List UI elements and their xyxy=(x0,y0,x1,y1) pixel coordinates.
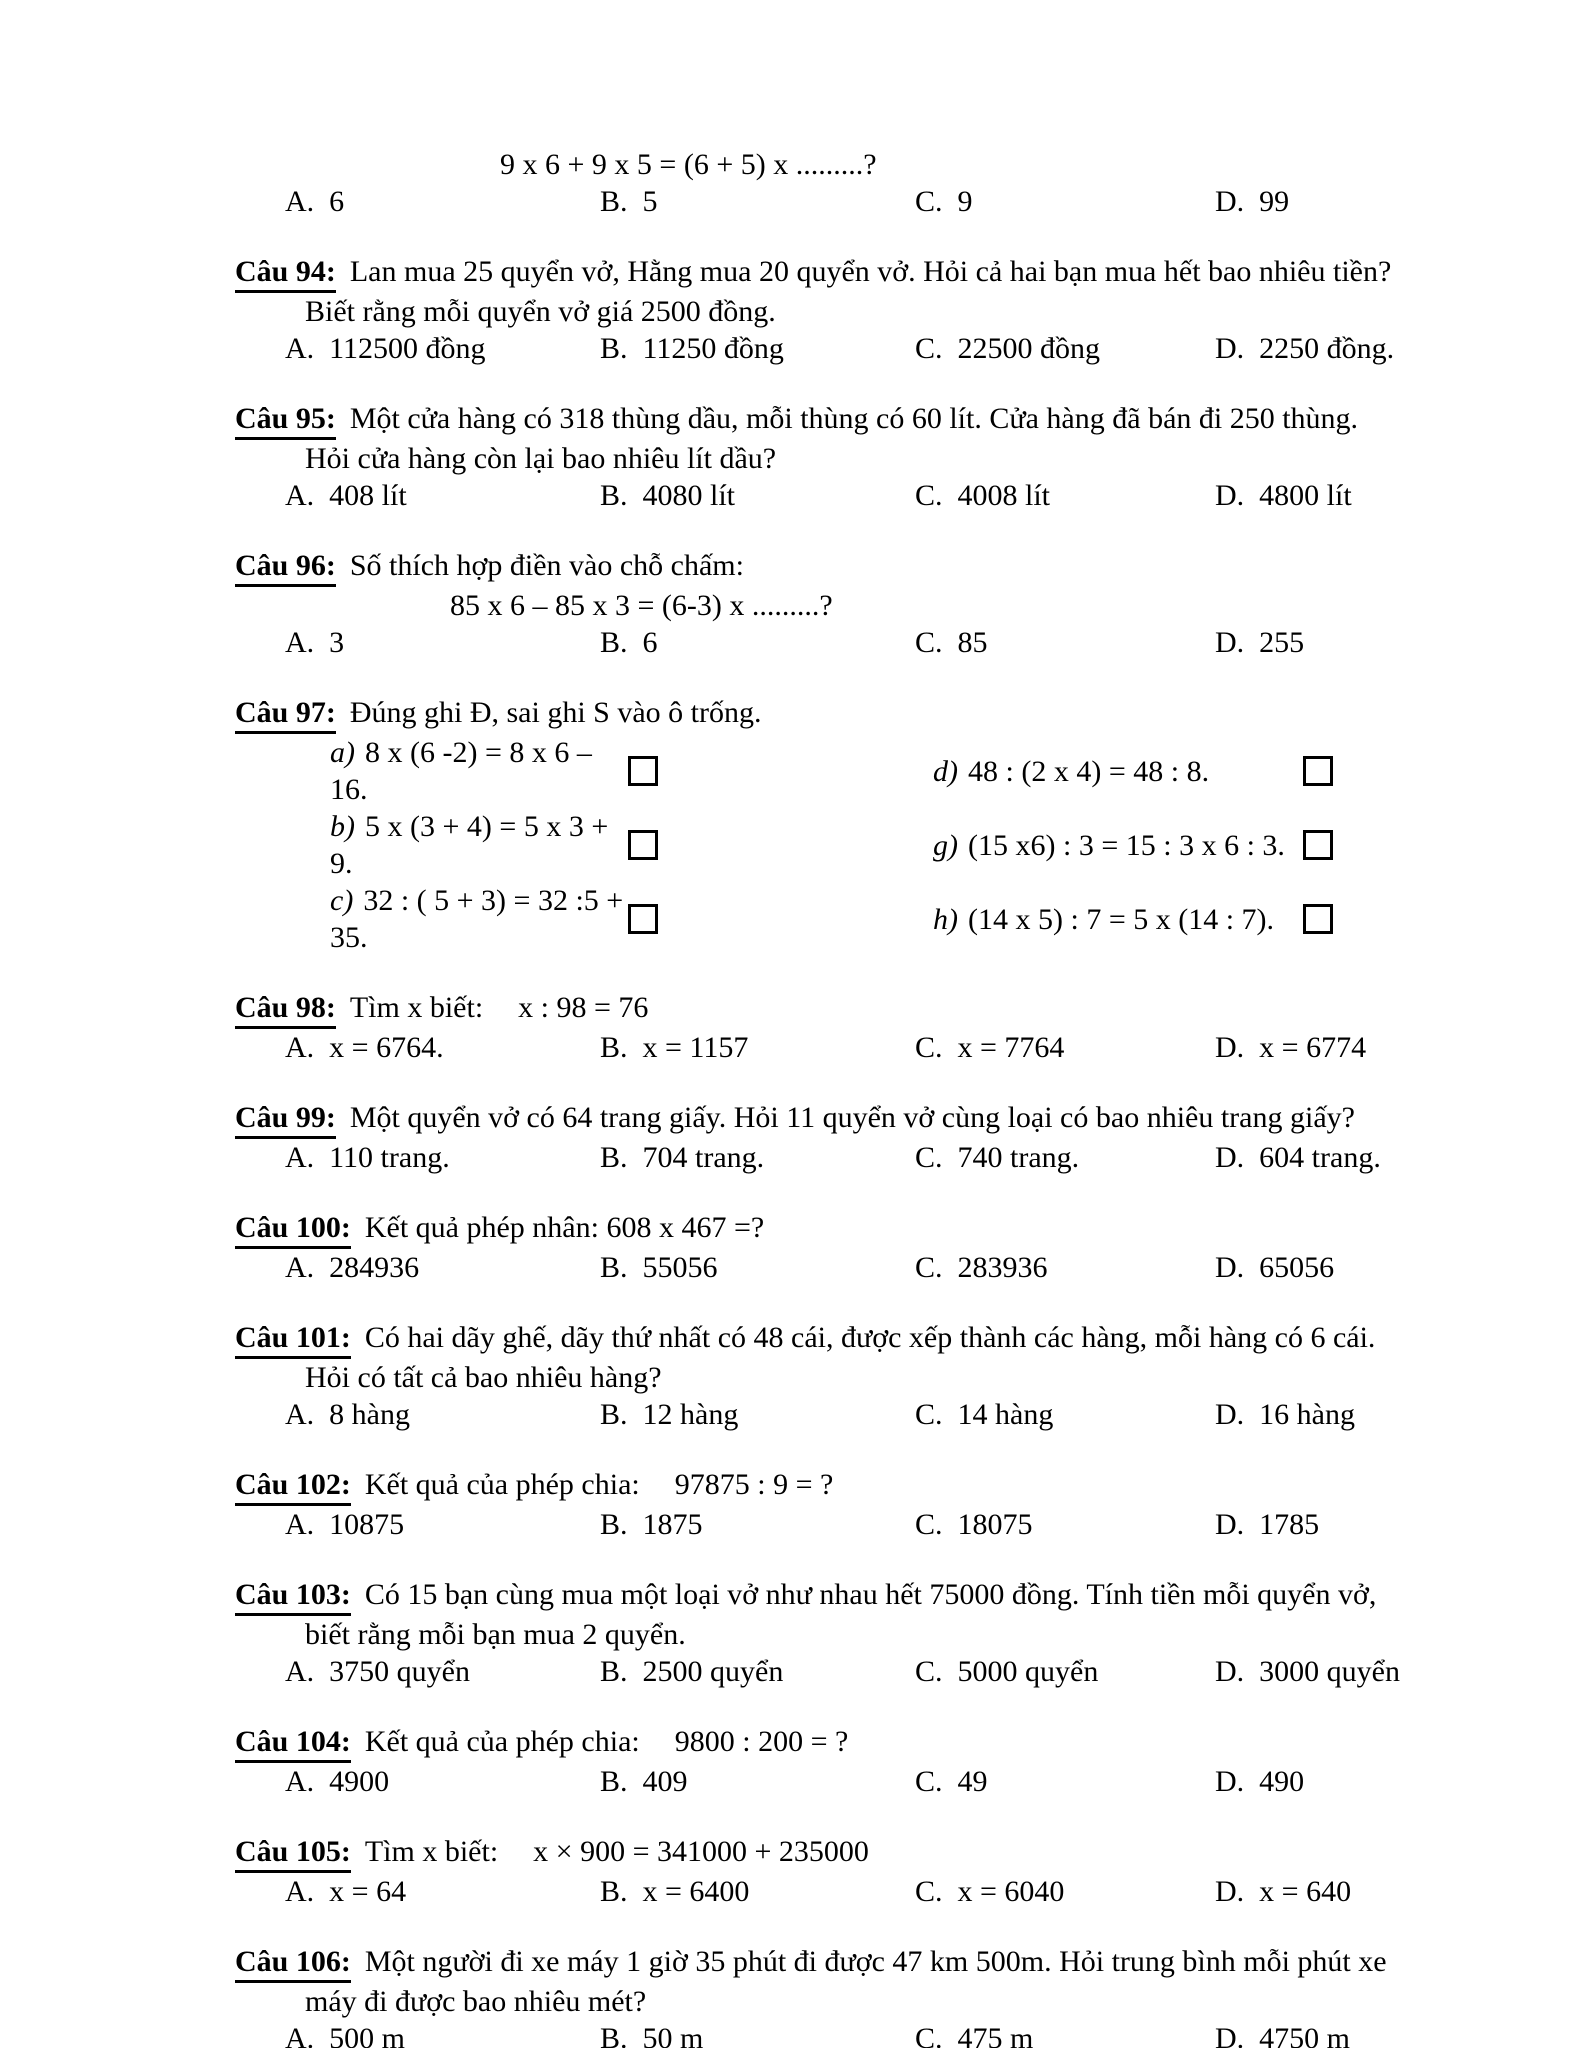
option-value: x = 64 xyxy=(329,1875,407,1908)
option xyxy=(600,1249,915,1286)
question-label: Câu 103: xyxy=(235,1576,351,1616)
option xyxy=(285,1506,600,1543)
option-key: A. xyxy=(285,2022,315,2048)
options-row xyxy=(285,624,1543,661)
option xyxy=(285,1249,600,1286)
option-key: A. xyxy=(285,1398,315,1431)
option-value: 10875 xyxy=(329,1508,405,1541)
option-key: C. xyxy=(915,1508,943,1541)
option-key: B. xyxy=(600,332,628,365)
option-value: 4750 m xyxy=(1259,2022,1351,2048)
option xyxy=(915,2020,1215,2048)
question-formula: 9 x 6 + 9 x 5 = (6 + 5) x .........? xyxy=(500,148,877,181)
true-false-item xyxy=(933,753,1333,790)
options-row xyxy=(285,1763,1543,1800)
option-value: 4800 lít xyxy=(1259,479,1352,512)
option-key: D. xyxy=(1215,626,1245,659)
option-value: 14 hàng xyxy=(957,1398,1054,1431)
question-text: Kết quả của phép chia: xyxy=(364,1468,640,1501)
option-key: B. xyxy=(600,1141,628,1174)
item-equation: (14 x 5) : 7 = 5 x (14 : 7). xyxy=(968,902,1275,936)
option xyxy=(600,330,915,367)
equation xyxy=(330,734,628,808)
option-value: 475 m xyxy=(957,2022,1034,2048)
option xyxy=(600,1029,915,1066)
question-formula: 85 x 6 – 85 x 3 = (6-3) x .........? xyxy=(450,589,833,622)
option-key: D. xyxy=(1215,332,1245,365)
option-key: C. xyxy=(915,1031,943,1064)
question-fragment xyxy=(235,146,1543,220)
answer-checkbox xyxy=(628,904,658,934)
option xyxy=(285,624,600,661)
question-label: Câu 98: xyxy=(235,989,336,1029)
question-formula: x : 98 = 76 xyxy=(518,991,649,1024)
options-row xyxy=(285,477,1543,514)
option xyxy=(285,2020,600,2048)
option-key: D. xyxy=(1215,2022,1245,2048)
option-value: 490 xyxy=(1259,1765,1305,1798)
option-key: B. xyxy=(600,1031,628,1064)
question-formula: 97875 : 9 = ? xyxy=(674,1468,834,1501)
option-key: B. xyxy=(600,1655,628,1688)
option xyxy=(915,1763,1215,1800)
option-key: B. xyxy=(600,1251,628,1284)
option xyxy=(915,624,1215,661)
option-key: C. xyxy=(915,1875,943,1908)
question-97 xyxy=(235,694,1543,956)
options-row xyxy=(285,2020,1543,2048)
question-label: Câu 97: xyxy=(235,694,336,734)
question-101 xyxy=(235,1319,1543,1433)
item-letter: h) xyxy=(933,902,958,936)
option-value: 3750 quyển xyxy=(329,1655,470,1688)
option-value: 284936 xyxy=(329,1251,420,1284)
question-text-cont: Hỏi cửa hàng còn lại bao nhiêu lít dầu? xyxy=(305,442,777,475)
option xyxy=(915,477,1215,514)
question-text: Kết quả của phép chia: xyxy=(364,1725,640,1758)
question-label: Câu 106: xyxy=(235,1943,351,1983)
option-value: 5 xyxy=(642,185,658,218)
option-key: C. xyxy=(915,1141,943,1174)
option-value: 85 xyxy=(957,626,988,659)
question-104 xyxy=(235,1723,1543,1800)
true-false-item xyxy=(933,827,1333,864)
question-label: Câu 101: xyxy=(235,1319,351,1359)
question-102 xyxy=(235,1466,1543,1543)
item-equation: 32 : ( 5 + 3) = 32 :5 + 35. xyxy=(330,884,624,954)
question-text-cont: Hỏi có tất cả bao nhiêu hàng? xyxy=(305,1361,662,1394)
option-key: D. xyxy=(1215,479,1245,512)
option xyxy=(1215,1029,1543,1066)
option-key: A. xyxy=(285,1875,315,1908)
option-value: 4080 lít xyxy=(642,479,736,512)
question-label: Câu 104: xyxy=(235,1723,351,1763)
option-key: C. xyxy=(915,1765,943,1798)
question-label: Câu 100: xyxy=(235,1209,351,1249)
item-equation: 8 x (6 -2) = 8 x 6 – 16. xyxy=(330,736,592,806)
option-key: D. xyxy=(1215,1251,1245,1284)
item-letter: g) xyxy=(933,828,958,862)
equation xyxy=(330,882,628,956)
option xyxy=(285,477,600,514)
option-value: 49 xyxy=(957,1765,988,1798)
option xyxy=(600,477,915,514)
answer-checkbox xyxy=(628,830,658,860)
option xyxy=(1215,624,1543,661)
question-96 xyxy=(235,547,1543,661)
option xyxy=(1215,1873,1543,1910)
option-value: 283936 xyxy=(957,1251,1048,1284)
option-value: x = 6764. xyxy=(329,1031,444,1064)
option-key: A. xyxy=(285,1141,315,1174)
option-key: B. xyxy=(600,1508,628,1541)
option-value: 500 m xyxy=(329,2022,406,2048)
true-false-row xyxy=(330,882,1543,956)
option-value: 50 m xyxy=(642,2022,704,2048)
option-value: 18075 xyxy=(957,1508,1033,1541)
true-false-item xyxy=(330,882,658,956)
option-key: C. xyxy=(915,479,943,512)
question-text-cont: Biết rằng mỗi quyển vở giá 2500 đồng. xyxy=(305,295,776,328)
option-key: C. xyxy=(915,626,943,659)
true-false-item xyxy=(933,901,1333,938)
answer-checkbox xyxy=(628,756,658,786)
option xyxy=(600,1763,915,1800)
question-text-cont: máy đi được bao nhiêu mét? xyxy=(305,1985,647,2018)
option xyxy=(285,330,600,367)
option xyxy=(1215,1763,1543,1800)
option-value: 409 xyxy=(642,1765,688,1798)
option xyxy=(285,1763,600,1800)
options-row xyxy=(285,1249,1543,1286)
option-key: B. xyxy=(600,1875,628,1908)
option-key: C. xyxy=(915,1398,943,1431)
option xyxy=(915,1873,1215,1910)
option xyxy=(915,1396,1215,1433)
option-key: C. xyxy=(915,2022,943,2048)
question-text: Một quyển vở có 64 trang giấy. Hỏi 11 quyển vở cùng loại có bao nhiêu trang giấy? xyxy=(349,1101,1355,1134)
option-key: C. xyxy=(915,185,943,218)
option xyxy=(285,1653,600,1690)
option-value: 5000 quyển xyxy=(957,1655,1099,1688)
question-text: Có hai dãy ghế, dãy thứ nhất có 48 cái, được xếp thành các hàng, mỗi hàng có 6 cái. xyxy=(364,1321,1376,1354)
question-label: Câu 95: xyxy=(235,400,336,440)
option-value: 4008 lít xyxy=(957,479,1051,512)
option-value: 3 xyxy=(329,626,345,659)
options-row xyxy=(285,330,1543,367)
item-letter: a) xyxy=(330,736,355,769)
answer-checkbox xyxy=(1303,904,1333,934)
true-false-item xyxy=(330,734,658,808)
option-key: B. xyxy=(600,479,628,512)
option-key: B. xyxy=(600,185,628,218)
options-row xyxy=(285,1873,1543,1910)
option xyxy=(915,183,1215,220)
option-value: 255 xyxy=(1259,626,1305,659)
option-value: 11250 đồng xyxy=(642,332,784,365)
question-text: Lan mua 25 quyển vở, Hằng mua 20 quyển vở. Hỏi cả hai bạn mua hết bao nhiêu tiền? xyxy=(349,255,1392,288)
question-text: Tìm x biết: xyxy=(364,1835,499,1868)
question-label: Câu 102: xyxy=(235,1466,351,1506)
option-key: B. xyxy=(600,626,628,659)
true-false-item xyxy=(330,808,658,882)
option-key: D. xyxy=(1215,1141,1245,1174)
options-row xyxy=(285,1029,1543,1066)
option xyxy=(285,183,600,220)
true-false-row xyxy=(330,734,1543,808)
equation xyxy=(933,753,1209,790)
option-value: 408 lít xyxy=(329,479,407,512)
option-value: x = 6774 xyxy=(1259,1031,1367,1064)
question-text-cont: biết rằng mỗi bạn mua 2 quyển. xyxy=(305,1618,686,1651)
option xyxy=(1215,330,1543,367)
option xyxy=(1215,1506,1543,1543)
question-94 xyxy=(235,253,1543,367)
option xyxy=(600,1653,915,1690)
option xyxy=(600,624,915,661)
option-key: A. xyxy=(285,1765,315,1798)
option xyxy=(285,1139,600,1176)
option-value: x = 6400 xyxy=(642,1875,750,1908)
question-text: Số thích hợp điền vào chỗ chấm: xyxy=(349,549,744,582)
question-99 xyxy=(235,1099,1543,1176)
option-value: 9 xyxy=(957,185,973,218)
option-key: D. xyxy=(1215,1398,1245,1431)
option-value: 604 trang. xyxy=(1259,1141,1381,1174)
option-value: 55056 xyxy=(642,1251,718,1284)
option-key: C. xyxy=(915,1251,943,1284)
option-key: A. xyxy=(285,1031,315,1064)
option-key: D. xyxy=(1215,1031,1245,1064)
option-value: 1785 xyxy=(1259,1508,1320,1541)
question-text: Có 15 bạn cùng mua một loại vở như nhau hết 75000 đồng. Tính tiền mỗi quyển vở, xyxy=(364,1578,1377,1611)
item-equation: (15 x6) : 3 = 15 : 3 x 6 : 3. xyxy=(968,828,1285,862)
options-row xyxy=(285,1396,1543,1433)
option xyxy=(600,2020,915,2048)
option-key: A. xyxy=(285,479,315,512)
question-98 xyxy=(235,989,1543,1066)
option-key: D. xyxy=(1215,1508,1245,1541)
option xyxy=(285,1396,600,1433)
option-value: 22500 đồng xyxy=(957,332,1101,365)
option xyxy=(915,1506,1215,1543)
answer-checkbox xyxy=(1303,830,1333,860)
option xyxy=(1215,1396,1543,1433)
option-value: 16 hàng xyxy=(1259,1398,1355,1431)
item-letter: d) xyxy=(933,754,958,788)
item-equation: 5 x (3 + 4) = 5 x 3 + 9. xyxy=(330,810,609,880)
options-row xyxy=(285,1139,1543,1176)
option-value: 740 trang. xyxy=(957,1141,1080,1174)
option-key: B. xyxy=(600,1398,628,1431)
option-value: x = 7764 xyxy=(957,1031,1065,1064)
option xyxy=(600,1873,915,1910)
option-key: B. xyxy=(600,2022,628,2048)
equation xyxy=(933,827,1285,864)
option-value: 3000 quyển xyxy=(1259,1655,1400,1688)
answer-checkbox xyxy=(1303,756,1333,786)
option xyxy=(1215,477,1543,514)
equation xyxy=(933,901,1274,938)
item-letter: b) xyxy=(330,810,355,843)
option-value: x = 640 xyxy=(1259,1875,1352,1908)
option-value: 8 hàng xyxy=(329,1398,410,1431)
options-row xyxy=(285,1653,1543,1690)
option xyxy=(915,1029,1215,1066)
option-key: A. xyxy=(285,626,315,659)
question-text: Tìm x biết: xyxy=(349,991,484,1024)
option-value: 99 xyxy=(1259,185,1290,218)
option xyxy=(915,1653,1215,1690)
question-105 xyxy=(235,1833,1543,1910)
options-row xyxy=(285,183,1543,220)
true-false-row xyxy=(330,808,1543,882)
option-value: x = 1157 xyxy=(642,1031,749,1064)
option-value: 6 xyxy=(642,626,658,659)
question-label: Câu 96: xyxy=(235,547,336,587)
option xyxy=(285,1873,600,1910)
option-key: A. xyxy=(285,332,315,365)
option-value: x = 6040 xyxy=(957,1875,1065,1908)
question-103 xyxy=(235,1576,1543,1690)
option xyxy=(1215,1249,1543,1286)
option-value: 12 hàng xyxy=(642,1398,739,1431)
option xyxy=(600,183,915,220)
question-formula: x × 900 = 341000 + 235000 xyxy=(533,1835,869,1868)
option xyxy=(915,1139,1215,1176)
option-key: A. xyxy=(285,1251,315,1284)
option-key: A. xyxy=(285,1508,315,1541)
option xyxy=(1215,183,1543,220)
option-value: 110 trang. xyxy=(329,1141,450,1174)
option-value: 704 trang. xyxy=(642,1141,765,1174)
question-label: Câu 94: xyxy=(235,253,336,293)
option-value: 6 xyxy=(329,185,345,218)
option-key: C. xyxy=(915,1655,943,1688)
option-value: 2250 đồng. xyxy=(1259,332,1395,365)
question-label: Câu 105: xyxy=(235,1833,351,1873)
option-key: C. xyxy=(915,332,943,365)
option-key: D. xyxy=(1215,185,1245,218)
option xyxy=(1215,1653,1543,1690)
option-key: A. xyxy=(285,185,315,218)
option-value: 112500 đồng xyxy=(329,332,486,365)
option-key: D. xyxy=(1215,1765,1245,1798)
question-text: Một cửa hàng có 318 thùng dầu, mỗi thùng có 60 lít. Cửa hàng đã bán đi 250 thùng. xyxy=(349,402,1359,435)
question-formula: 9800 : 200 = ? xyxy=(674,1725,849,1758)
option xyxy=(915,1249,1215,1286)
option xyxy=(600,1506,915,1543)
option-value: 4900 xyxy=(329,1765,390,1798)
question-95 xyxy=(235,400,1543,514)
option-value: 1875 xyxy=(642,1508,703,1541)
option xyxy=(285,1029,600,1066)
question-text: Một người đi xe máy 1 giờ 35 phút đi được 47 km 500m. Hỏi trung bình mỗi phút xe xyxy=(364,1945,1387,1978)
equation xyxy=(330,808,628,882)
option xyxy=(1215,1139,1543,1176)
option xyxy=(915,330,1215,367)
question-text: Kết quả phép nhân: 608 x 467 =? xyxy=(364,1211,765,1244)
question-text: Đúng ghi Đ, sai ghi S vào ô trống. xyxy=(349,696,762,729)
option xyxy=(600,1396,915,1433)
option-key: B. xyxy=(600,1765,628,1798)
item-equation: 48 : (2 x 4) = 48 : 8. xyxy=(968,754,1210,788)
question-label: Câu 99: xyxy=(235,1099,336,1139)
option-key: D. xyxy=(1215,1655,1245,1688)
option xyxy=(600,1139,915,1176)
option-value: 65056 xyxy=(1259,1251,1335,1284)
option-key: D. xyxy=(1215,1875,1245,1908)
question-106 xyxy=(235,1943,1543,2048)
option-value: 2500 quyển xyxy=(642,1655,784,1688)
question-100 xyxy=(235,1209,1543,1286)
option xyxy=(1215,2020,1543,2048)
option-key: A. xyxy=(285,1655,315,1688)
item-letter: c) xyxy=(330,884,354,917)
options-row xyxy=(285,1506,1543,1543)
